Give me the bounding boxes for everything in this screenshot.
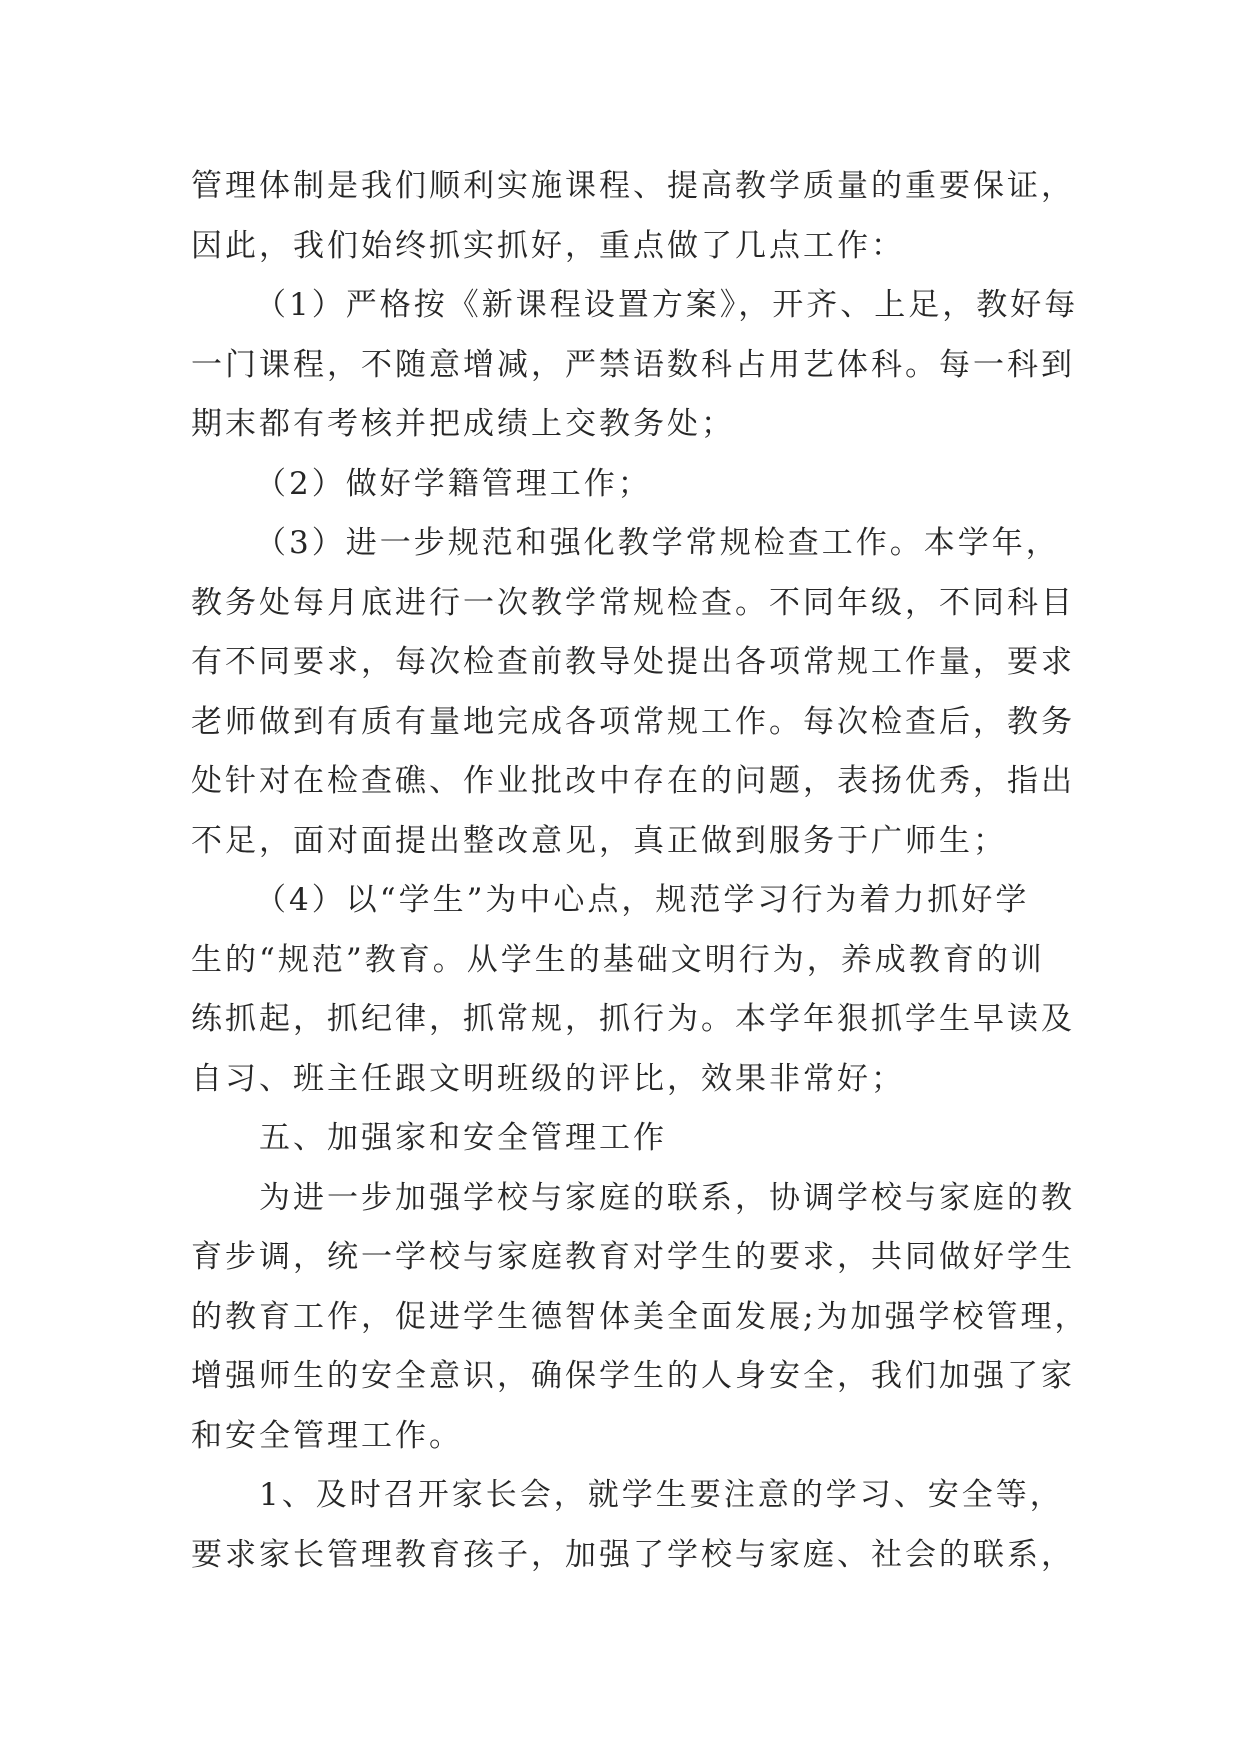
text-line: 和安全管理工作。 (191, 1417, 463, 1454)
text-line: 有不同要求，每次检查前教导处提出各项常规工作量，要求 (191, 644, 1075, 680)
text-line: （4）以“学生”为中心点，规范学习行为着力抓好学 (255, 882, 1030, 918)
text-line: 老师做到有质有量地完成各项常规工作。每次检查后，教务 (191, 703, 1075, 740)
text-line: 1、及时召开家长会，就学生要注意的学习、安全等， (259, 1477, 1064, 1513)
text-line: （1）严格按《新课程设置方案》，开齐、上足，教好每 (255, 287, 1079, 323)
text-line: 不足，面对面提出整改意见，真正做到服务于广师生； (191, 822, 1007, 859)
text-line: （2）做好学籍管理工作； (255, 465, 652, 502)
body-text (191, 157, 1089, 1585)
text-line: 因此，我们始终抓实抓好，重点做了几点工作： (191, 227, 905, 264)
text-line: 练抓起，抓纪律，抓常规，抓行为。本学年狠抓学生早读及 (191, 1001, 1075, 1037)
text-line: 一门课程，不随意增减，严禁语数科占用艺体科。每一科到 (191, 346, 1075, 383)
text-line: 管理体制是我们顺利实施课程、提高教学质量的重要保证， (191, 168, 1075, 204)
section-heading: 五、加强家和安全管理工作 (259, 1120, 667, 1156)
text-line: 自习、班主任跟文明班级的评比，效果非常好； (191, 1060, 905, 1097)
text-line: 要求家长管理教育孩子，加强了学校与家庭、社会的联系， (191, 1536, 1075, 1573)
text-line: 处针对在检查礁、作业批改中存在的问题，表扬优秀，指出 (191, 763, 1075, 799)
text-line: 增强师生的安全意识，确保学生的人身安全，我们加强了家 (191, 1358, 1075, 1394)
text-line: 的教育工作，促进学生德智体美全面发展;为加强学校管理， (191, 1298, 1089, 1335)
text-line: （3）进一步规范和强化教学常规检查工作。本学年， (255, 525, 1060, 561)
text-line: 生的“规范”教育。从学生的基础文明行为，养成教育的训 (191, 941, 1045, 978)
text-line: 育步调，统一学校与家庭教育对学生的要求，共同做好学生 (191, 1239, 1075, 1275)
text-line: 期末都有考核并把成绩上交教务处； (191, 406, 735, 442)
text-line: 为进一步加强学校与家庭的联系，协调学校与家庭的教 (259, 1179, 1075, 1216)
text-line: 教务处每月底进行一次教学常规检查。不同年级，不同科目 (191, 584, 1075, 621)
